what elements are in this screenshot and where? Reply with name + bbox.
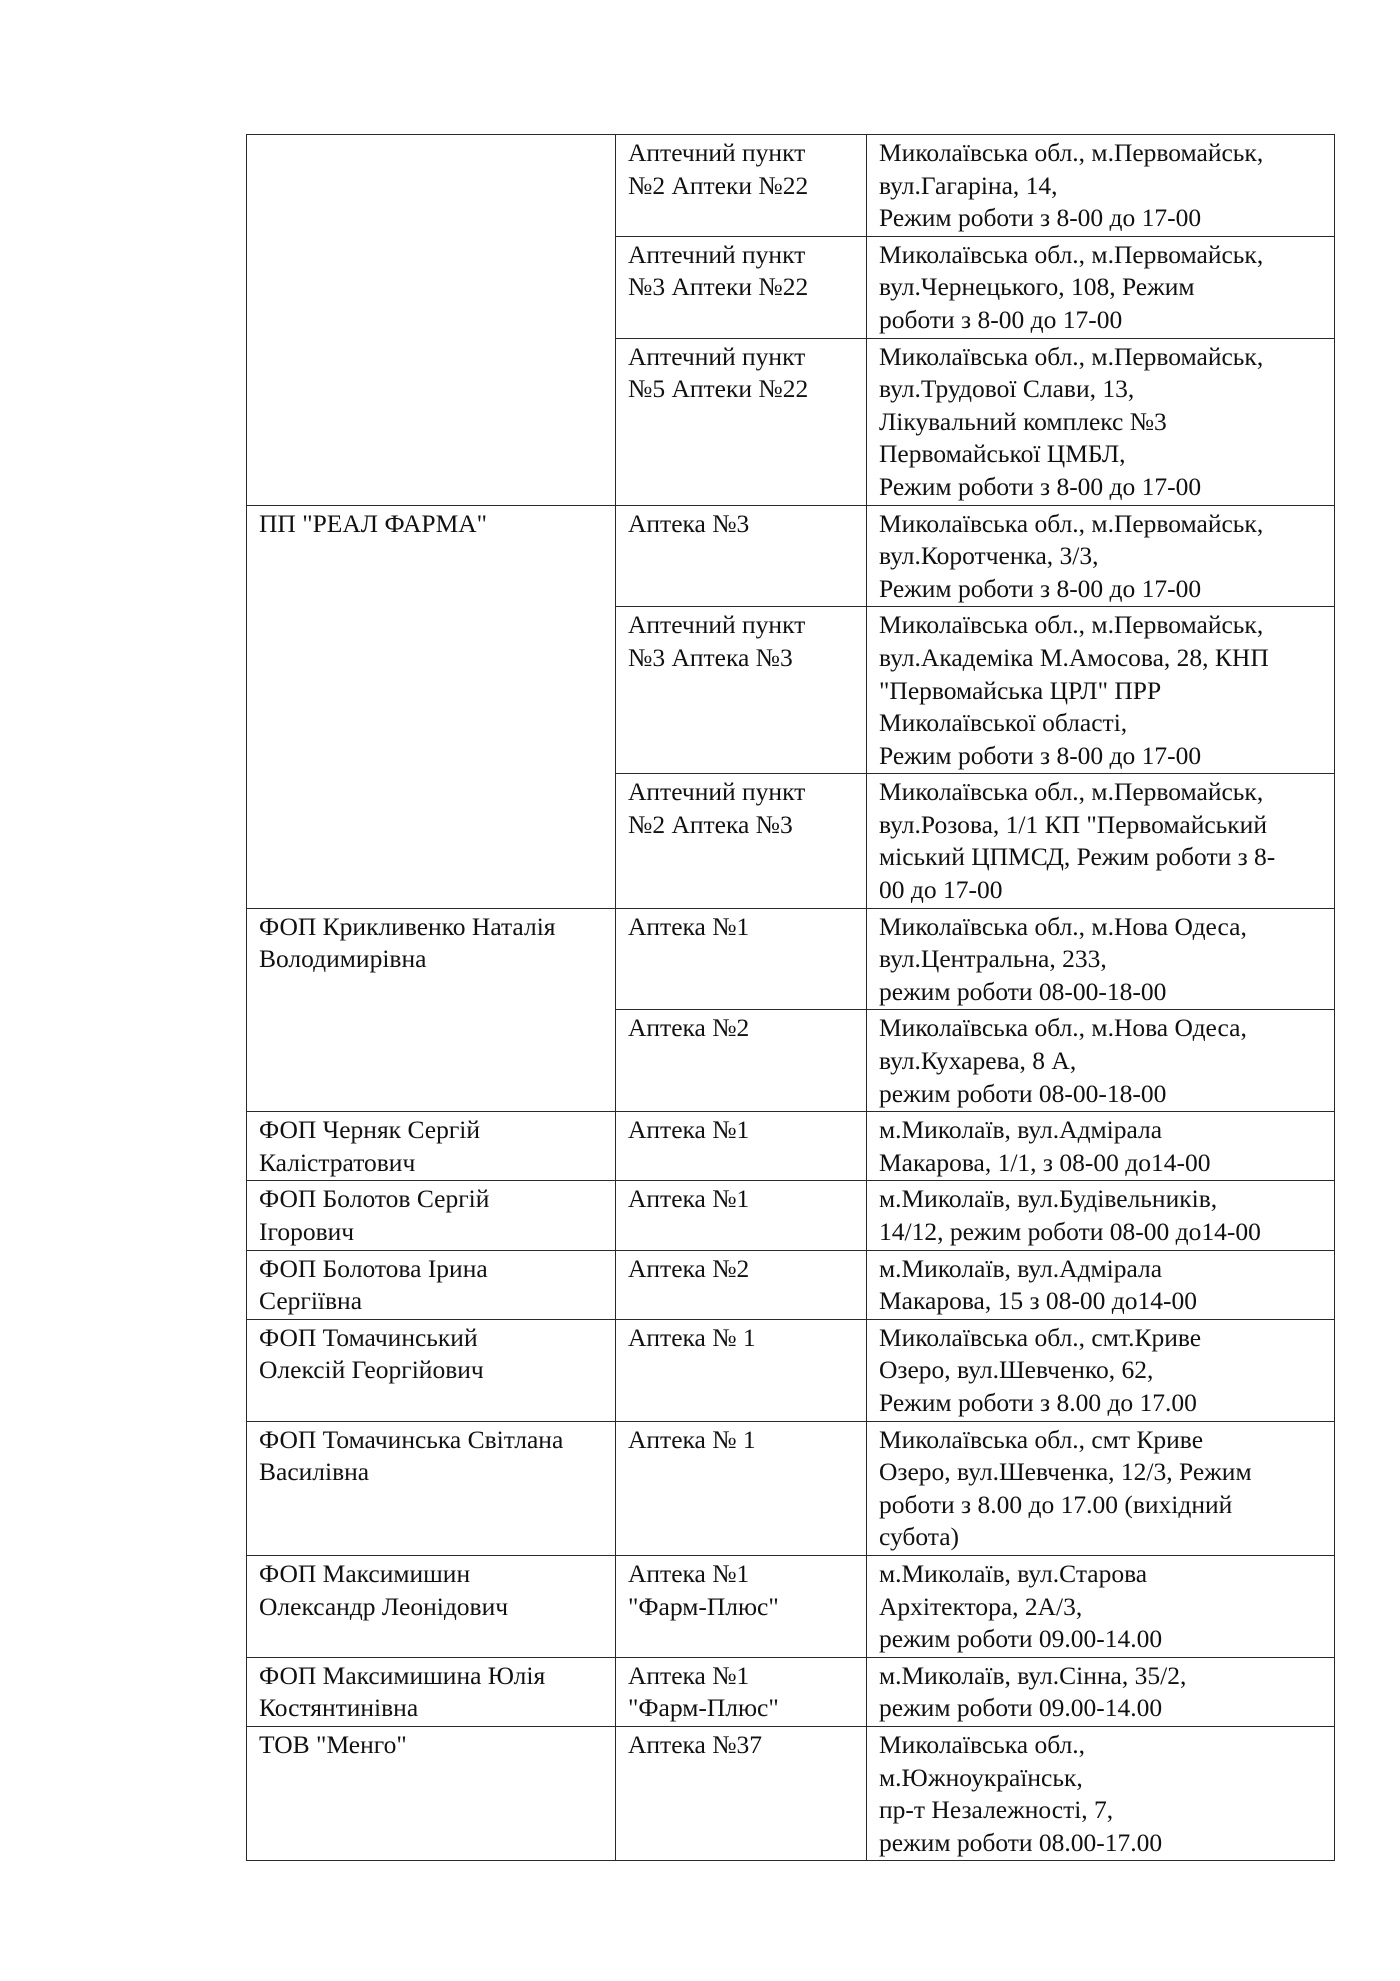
address-cell <box>867 135 1335 237</box>
cell-text-line: Аптека №2 <box>628 1013 750 1043</box>
pharmacy-table <box>246 134 1335 1861</box>
cell-text-line: Миколаївська обл., смт.Криве <box>879 1322 1202 1352</box>
cell-text-line: режим роботи 09.00-14.00 <box>879 1693 1163 1723</box>
cell-text-line: Аптечний пункт <box>628 610 806 640</box>
cell-text-line: м.Миколаїв, вул.Адмірала <box>879 1253 1163 1283</box>
table-row <box>247 1250 1335 1319</box>
cell-text-line: 14/12, режим роботи 08-00 до14-00 <box>879 1217 1261 1246</box>
pharmacy-name-cell <box>616 505 867 607</box>
cell-text-line: режим роботи 08.00-17.00 <box>879 1827 1163 1857</box>
cell-text-line: вул.Центральна, 233, <box>879 944 1107 974</box>
cell-text-line: Аптека №1 <box>628 1184 750 1214</box>
pharmacy-name-cell <box>616 1726 867 1860</box>
address-cell <box>867 908 1335 1010</box>
pharmacy-name-cell <box>616 1250 867 1319</box>
cell-text-line: №2 Аптеки №22 <box>628 170 809 200</box>
table-row <box>247 505 1335 607</box>
cell-text-line: Озеро, вул.Шевченка, 12/3, Режим <box>879 1457 1252 1487</box>
cell-text-line: Аптека №37 <box>628 1729 763 1759</box>
cell-text-line: ТОВ "Менго" <box>259 1729 407 1759</box>
cell-text-line: Миколаївська обл., <box>879 1729 1086 1759</box>
cell-text-line: вул.Розова, 1/1 КП "Первомайський <box>879 809 1267 839</box>
cell-text-line: Сергіївна <box>259 1286 363 1316</box>
table-row <box>247 1181 1335 1250</box>
cell-text-line: ФОП Максимишина Юлія <box>259 1660 546 1690</box>
table-row <box>247 1726 1335 1860</box>
cell-text-line: вул.Коротченка, 3/3, <box>879 541 1099 571</box>
pharmacy-name-cell <box>616 1181 867 1250</box>
pharmacy-name-cell <box>616 236 867 338</box>
cell-text-line: ФОП Томачинський <box>259 1322 478 1352</box>
cell-text-line: ФОП Черняк Сергій <box>259 1115 481 1145</box>
address-cell <box>867 607 1335 774</box>
cell-text-line: Озеро, вул.Шевченко, 62, <box>879 1355 1154 1385</box>
cell-text-line: Костянтинівна <box>259 1693 419 1723</box>
cell-text-line: м.Южноукраїнськ, <box>879 1762 1083 1792</box>
owner-cell <box>247 135 616 506</box>
cell-text-line: №3 Аптека №3 <box>628 642 793 672</box>
cell-text-line: 00 до 17-00 <box>879 875 1003 905</box>
table-row <box>247 1112 1335 1181</box>
pharmacy-name-cell <box>616 1657 867 1726</box>
cell-text-line: роботи з 8-00 до 17-00 <box>879 304 1123 334</box>
pharmacy-name-cell <box>616 135 867 237</box>
cell-text-line: Миколаївська обл., м.Нова Одеса, <box>879 1013 1247 1043</box>
cell-text-line: Миколаївська обл., м.Первомайськ, <box>879 777 1264 807</box>
cell-text-line: Миколаївської області, <box>879 708 1128 738</box>
cell-text-line: роботи з 8.00 до 17.00 (вихідний <box>879 1489 1233 1519</box>
cell-text-line: Калістратович <box>259 1147 416 1177</box>
cell-text-line: вул.Академіка М.Амосова, 28, КНП <box>879 642 1269 672</box>
address-cell <box>867 338 1335 505</box>
cell-text-line: субота) <box>879 1522 960 1552</box>
pharmacy-name-cell <box>616 607 867 774</box>
cell-text-line: Макарова, 15 з 08-00 до14-00 <box>879 1286 1197 1316</box>
cell-text-line: Аптечний пункт <box>628 138 806 167</box>
cell-text-line: №3 Аптеки №22 <box>628 272 809 302</box>
owner-cell <box>247 1555 616 1657</box>
pharmacy-name-cell <box>616 338 867 505</box>
cell-text-line: ФОП Максимишин <box>259 1558 471 1588</box>
pharmacy-name-cell <box>616 1112 867 1181</box>
cell-text-line: Аптека №3 <box>628 508 750 538</box>
cell-text-line: Режим роботи з 8-00 до 17-00 <box>879 203 1202 233</box>
cell-text-line: міський ЦПМСД, Режим роботи з 8- <box>879 842 1276 872</box>
owner-cell <box>247 1112 616 1181</box>
table-row <box>247 1555 1335 1657</box>
pharmacy-name-cell <box>616 1421 867 1555</box>
cell-text-line: Миколаївська обл., м.Первомайськ, <box>879 239 1264 269</box>
cell-text-line: м.Миколаїв, вул.Старова <box>879 1558 1148 1588</box>
cell-text-line: Режим роботи з 8-00 до 17-00 <box>879 573 1202 603</box>
address-cell <box>867 1181 1335 1250</box>
cell-text-line: ФОП Крикливенко Наталія <box>259 911 556 941</box>
address-cell <box>867 236 1335 338</box>
owner-cell <box>247 1421 616 1555</box>
cell-text-line: м.Миколаїв, вул.Сінна, 35/2, <box>879 1660 1187 1690</box>
cell-text-line: вул.Кухарева, 8 А, <box>879 1046 1077 1076</box>
cell-text-line: режим роботи 08-00-18-00 <box>879 976 1167 1006</box>
cell-text-line: Режим роботи з 8.00 до 17.00 <box>879 1387 1197 1417</box>
cell-text-line: "Фарм-Плюс" <box>628 1693 779 1723</box>
address-cell <box>867 1319 1335 1421</box>
table-row <box>247 135 1335 237</box>
address-cell <box>867 1421 1335 1555</box>
cell-text-line: ФОП Болотова Ірина <box>259 1253 488 1283</box>
cell-text-line: Лікувальний комплекс №3 <box>879 406 1167 436</box>
cell-text-line: вул.Трудової Слави, 13, <box>879 374 1135 404</box>
cell-text-line: №5 Аптеки №22 <box>628 374 809 404</box>
cell-text-line: Архітектора, 2А/3, <box>879 1591 1083 1621</box>
owner-cell <box>247 505 616 908</box>
pharmacy-name-cell <box>616 908 867 1010</box>
cell-text-line: Аптека № 1 <box>628 1424 756 1454</box>
owner-cell <box>247 1726 616 1860</box>
cell-text-line: Миколаївська обл., м.Первомайськ, <box>879 341 1264 371</box>
cell-text-line: Ігорович <box>259 1217 355 1246</box>
cell-text-line: Аптека №1 <box>628 1115 750 1145</box>
cell-text-line: м.Миколаїв, вул.Адмірала <box>879 1115 1163 1145</box>
cell-text-line: вул.Гагаріна, 14, <box>879 170 1058 200</box>
pharmacy-name-cell <box>616 1010 867 1112</box>
owner-cell <box>247 908 616 1112</box>
pharmacy-name-cell <box>616 774 867 908</box>
cell-text-line: Олександр Леонідович <box>259 1591 509 1621</box>
cell-text-line: Аптека №1 <box>628 911 750 941</box>
table-row <box>247 1657 1335 1726</box>
cell-text-line: Аптечний пункт <box>628 341 806 371</box>
owner-cell <box>247 1250 616 1319</box>
cell-text-line: Миколаївська обл., м.Первомайськ, <box>879 138 1264 167</box>
owner-cell <box>247 1181 616 1250</box>
cell-text-line: м.Миколаїв, вул.Будівельників, <box>879 1184 1218 1214</box>
address-cell <box>867 505 1335 607</box>
cell-text-line: Режим роботи з 8-00 до 17-00 <box>879 471 1202 501</box>
table-row <box>247 908 1335 1010</box>
cell-text-line: пр-т Незалежності, 7, <box>879 1795 1114 1825</box>
cell-text-line: Первомайської ЦМБЛ, <box>879 439 1126 469</box>
cell-text-line: вул.Чернецького, 108, Режим <box>879 272 1195 302</box>
cell-text-line: Аптека № 1 <box>628 1322 756 1352</box>
cell-text-line: режим роботи 08-00-18-00 <box>879 1078 1167 1108</box>
address-cell <box>867 1010 1335 1112</box>
owner-cell <box>247 1657 616 1726</box>
cell-text-line: Володимирівна <box>259 944 427 974</box>
cell-text-line: Аптечний пункт <box>628 239 806 269</box>
table-row <box>247 1421 1335 1555</box>
owner-cell <box>247 1319 616 1421</box>
cell-text-line: Миколаївська обл., м.Первомайськ, <box>879 508 1264 538</box>
address-cell <box>867 1657 1335 1726</box>
cell-text-line: Макарова, 1/1, з 08-00 до14-00 <box>879 1147 1211 1177</box>
address-cell <box>867 774 1335 908</box>
cell-text-line: "Первомайська ЦРЛ" ПРР <box>879 675 1162 705</box>
cell-text-line: ФОП Болотов Сергій <box>259 1184 490 1214</box>
table-row <box>247 1319 1335 1421</box>
cell-text-line: ПП "РЕАЛ ФАРМА" <box>259 508 488 538</box>
pharmacy-name-cell <box>616 1555 867 1657</box>
address-cell <box>867 1112 1335 1181</box>
cell-text-line: "Фарм-Плюс" <box>628 1591 779 1621</box>
cell-text-line: ФОП Томачинська Світлана <box>259 1424 564 1454</box>
cell-text-line: Миколаївська обл., м.Нова Одеса, <box>879 911 1247 941</box>
address-cell <box>867 1250 1335 1319</box>
cell-text-line: Василівна <box>259 1457 370 1487</box>
cell-text-line: Миколаївська обл., смт Криве <box>879 1424 1204 1454</box>
cell-text-line: Режим роботи з 8-00 до 17-00 <box>879 740 1202 770</box>
cell-text-line: режим роботи 09.00-14.00 <box>879 1624 1163 1654</box>
cell-text-line: Аптечний пункт <box>628 777 806 807</box>
pharmacy-name-cell <box>616 1319 867 1421</box>
cell-text-line: Аптека №1 <box>628 1660 750 1690</box>
cell-text-line: Олексій Георгійович <box>259 1355 484 1385</box>
cell-text-line: Аптека №1 <box>628 1558 750 1588</box>
cell-text-line: Миколаївська обл., м.Первомайськ, <box>879 610 1264 640</box>
address-cell <box>867 1726 1335 1860</box>
cell-text-line: Аптека №2 <box>628 1253 750 1283</box>
cell-text-line: №2 Аптека №3 <box>628 809 793 839</box>
address-cell <box>867 1555 1335 1657</box>
